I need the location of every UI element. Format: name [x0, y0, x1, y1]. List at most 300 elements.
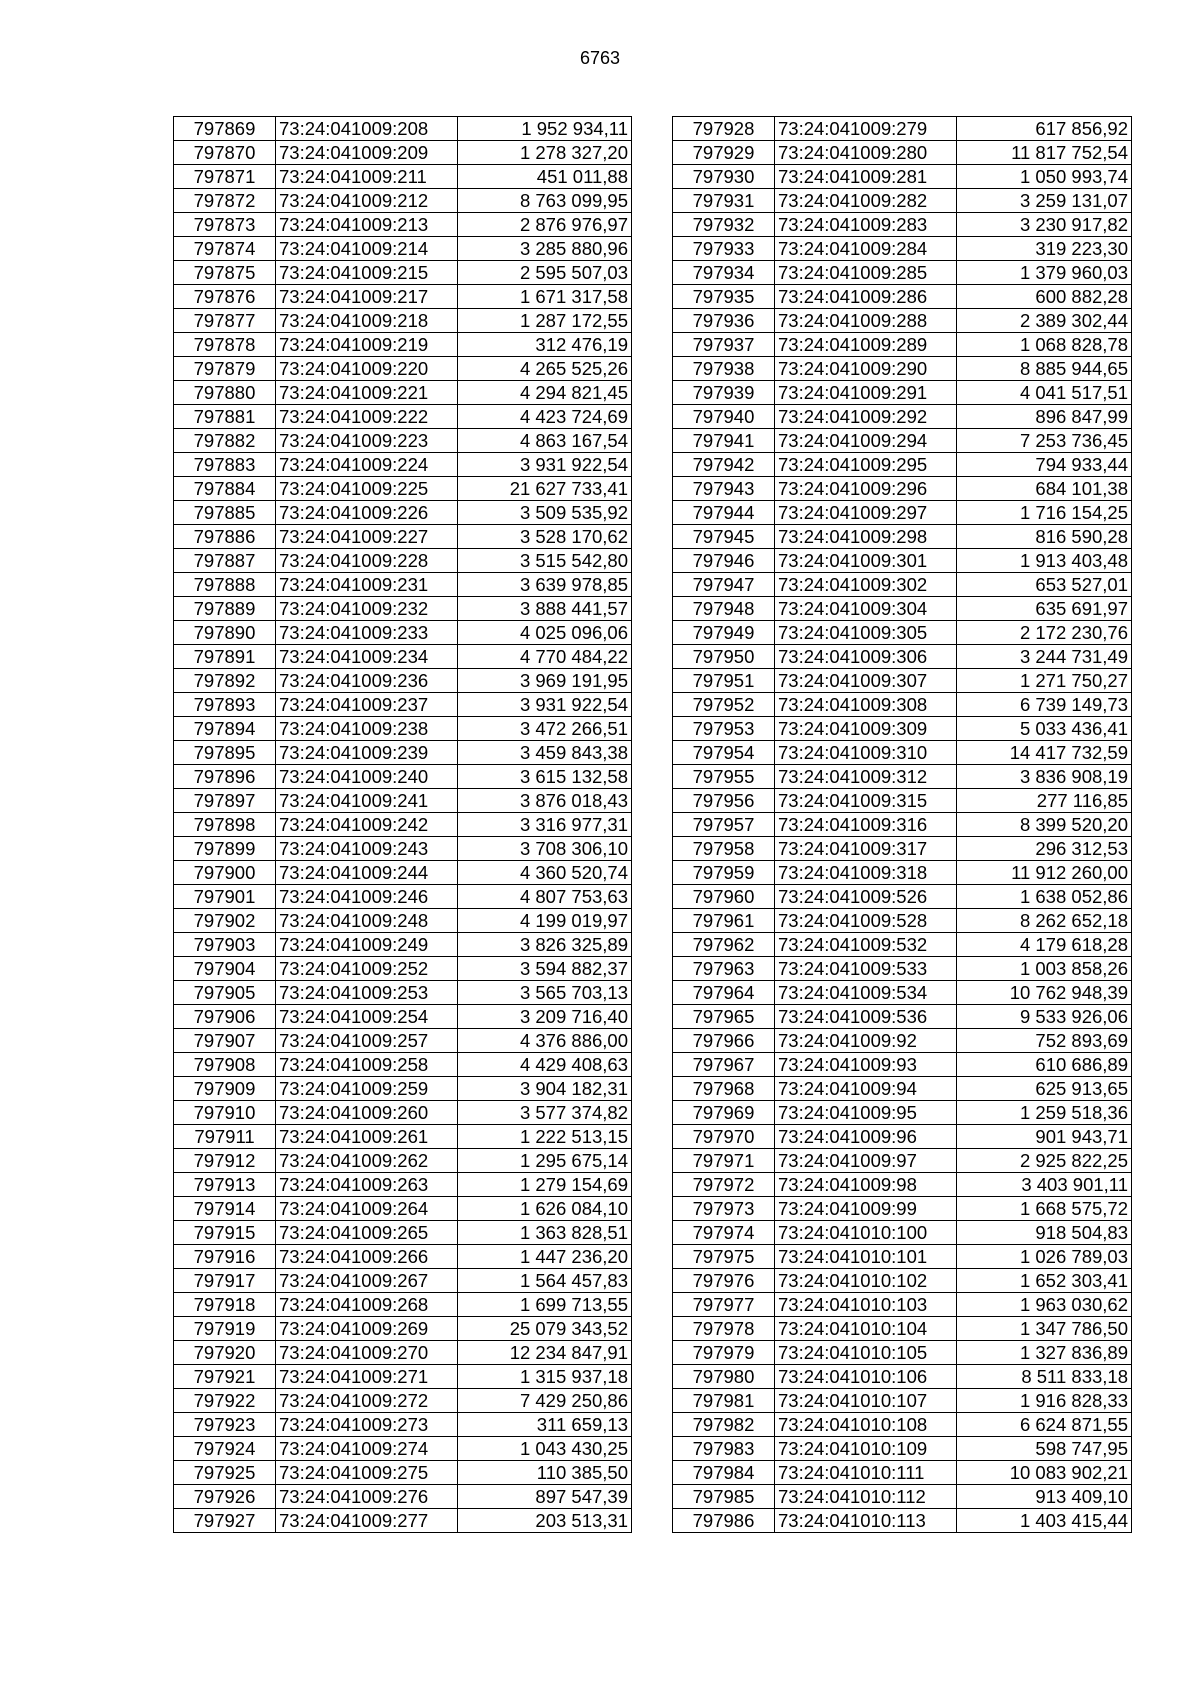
row-number-cell: 797887 [174, 549, 276, 573]
value-cell: 3 836 908,19 [957, 765, 1132, 789]
cadastral-number-cell: 73:24:041009:315 [775, 789, 957, 813]
table-row [174, 381, 632, 405]
row-number-cell: 797976 [673, 1269, 775, 1293]
page-number: 6763 [579, 48, 621, 68]
row-number-cell: 797979 [673, 1341, 775, 1365]
table-row [174, 741, 632, 765]
value-cell: 4 770 484,22 [458, 645, 632, 669]
cadastral-number-cell: 73:24:041009:310 [775, 741, 957, 765]
row-number-cell: 797883 [174, 453, 276, 477]
registry-table-right [672, 116, 1132, 1533]
cadastral-number-cell: 73:24:041009:280 [775, 141, 957, 165]
row-number-cell: 797985 [673, 1485, 775, 1509]
cadastral-number-cell: 73:24:041010:112 [775, 1485, 957, 1509]
table-row [673, 1245, 1132, 1269]
row-number-cell: 797885 [174, 501, 276, 525]
row-number-cell: 797916 [174, 1245, 276, 1269]
table-row [174, 1269, 632, 1293]
row-number-cell: 797984 [673, 1461, 775, 1485]
table-row [174, 1053, 632, 1077]
cadastral-number-cell: 73:24:041009:232 [276, 597, 458, 621]
row-number-cell: 797946 [673, 549, 775, 573]
value-cell: 1 295 675,14 [458, 1149, 632, 1173]
row-number-cell: 797894 [174, 717, 276, 741]
value-cell: 312 476,19 [458, 333, 632, 357]
cadastral-number-cell: 73:24:041009:528 [775, 909, 957, 933]
value-cell: 752 893,69 [957, 1029, 1132, 1053]
table-row [174, 885, 632, 909]
value-cell: 1 003 858,26 [957, 957, 1132, 981]
cadastral-number-cell: 73:24:041010:100 [775, 1221, 957, 1245]
value-cell: 11 817 752,54 [957, 141, 1132, 165]
table-row [673, 429, 1132, 453]
row-number-cell: 797947 [673, 573, 775, 597]
cadastral-number-cell: 73:24:041009:219 [276, 333, 458, 357]
table-row [174, 1437, 632, 1461]
value-cell: 4 025 096,06 [458, 621, 632, 645]
row-number-cell: 797918 [174, 1293, 276, 1317]
value-cell: 3 459 843,38 [458, 741, 632, 765]
table-row [174, 1245, 632, 1269]
cadastral-number-cell: 73:24:041009:264 [276, 1197, 458, 1221]
row-number-cell: 797958 [673, 837, 775, 861]
value-cell: 8 399 520,20 [957, 813, 1132, 837]
value-cell: 12 234 847,91 [458, 1341, 632, 1365]
value-cell: 3 316 977,31 [458, 813, 632, 837]
value-cell: 296 312,53 [957, 837, 1132, 861]
value-cell: 4 423 724,69 [458, 405, 632, 429]
table-row [673, 717, 1132, 741]
cadastral-number-cell: 73:24:041009:214 [276, 237, 458, 261]
row-number-cell: 797920 [174, 1341, 276, 1365]
cadastral-number-cell: 73:24:041009:97 [775, 1149, 957, 1173]
table-row [174, 405, 632, 429]
row-number-cell: 797932 [673, 213, 775, 237]
value-cell: 319 223,30 [957, 237, 1132, 261]
cadastral-number-cell: 73:24:041009:99 [775, 1197, 957, 1221]
cadastral-number-cell: 73:24:041009:234 [276, 645, 458, 669]
table-row [174, 1317, 632, 1341]
row-number-cell: 797962 [673, 933, 775, 957]
value-cell: 1 952 934,11 [458, 117, 632, 141]
table-row [673, 1053, 1132, 1077]
cadastral-number-cell: 73:24:041009:269 [276, 1317, 458, 1341]
cadastral-number-cell: 73:24:041009:285 [775, 261, 957, 285]
row-number-cell: 797869 [174, 117, 276, 141]
cadastral-number-cell: 73:24:041009:94 [775, 1077, 957, 1101]
cadastral-number-cell: 73:24:041009:316 [775, 813, 957, 837]
table-row [673, 1365, 1132, 1389]
cadastral-number-cell: 73:24:041009:286 [775, 285, 957, 309]
table-row [673, 597, 1132, 621]
table-row [673, 741, 1132, 765]
row-number-cell: 797880 [174, 381, 276, 405]
cadastral-number-cell: 73:24:041010:111 [775, 1461, 957, 1485]
value-cell: 897 547,39 [458, 1485, 632, 1509]
cadastral-number-cell: 73:24:041009:271 [276, 1365, 458, 1389]
value-cell: 3 515 542,80 [458, 549, 632, 573]
cadastral-number-cell: 73:24:041009:270 [276, 1341, 458, 1365]
value-cell: 9 533 926,06 [957, 1005, 1132, 1029]
value-cell: 10 762 948,39 [957, 981, 1132, 1005]
table-row [673, 309, 1132, 333]
row-number-cell: 797975 [673, 1245, 775, 1269]
table-row [673, 237, 1132, 261]
row-number-cell: 797969 [673, 1101, 775, 1125]
value-cell: 3 639 978,85 [458, 573, 632, 597]
value-cell: 1 963 030,62 [957, 1293, 1132, 1317]
row-number-cell: 797908 [174, 1053, 276, 1077]
cadastral-number-cell: 73:24:041009:273 [276, 1413, 458, 1437]
cadastral-number-cell: 73:24:041009:233 [276, 621, 458, 645]
value-cell: 7 429 250,86 [458, 1389, 632, 1413]
table-row [673, 1389, 1132, 1413]
value-cell: 3 876 018,43 [458, 789, 632, 813]
row-number-cell: 797923 [174, 1413, 276, 1437]
cadastral-number-cell: 73:24:041009:231 [276, 573, 458, 597]
value-cell: 918 504,83 [957, 1221, 1132, 1245]
cadastral-number-cell: 73:24:041009:254 [276, 1005, 458, 1029]
cadastral-number-cell: 73:24:041009:209 [276, 141, 458, 165]
cadastral-number-cell: 73:24:041009:237 [276, 693, 458, 717]
value-cell: 8 262 652,18 [957, 909, 1132, 933]
cadastral-number-cell: 73:24:041010:105 [775, 1341, 957, 1365]
table-row [174, 1389, 632, 1413]
cadastral-number-cell: 73:24:041009:288 [775, 309, 957, 333]
row-number-cell: 797974 [673, 1221, 775, 1245]
value-cell: 3 244 731,49 [957, 645, 1132, 669]
table-row [174, 453, 632, 477]
row-number-cell: 797943 [673, 477, 775, 501]
cadastral-number-cell: 73:24:041009:208 [276, 117, 458, 141]
cadastral-number-cell: 73:24:041009:298 [775, 525, 957, 549]
cadastral-number-cell: 73:24:041009:227 [276, 525, 458, 549]
table-row [673, 1029, 1132, 1053]
value-cell: 3 904 182,31 [458, 1077, 632, 1101]
registry-table-left-body [174, 117, 632, 1533]
row-number-cell: 797941 [673, 429, 775, 453]
table-row [174, 789, 632, 813]
table-row [673, 1125, 1132, 1149]
table-row [673, 837, 1132, 861]
cadastral-number-cell: 73:24:041009:292 [775, 405, 957, 429]
row-number-cell: 797982 [673, 1413, 775, 1437]
value-cell: 600 882,28 [957, 285, 1132, 309]
row-number-cell: 797886 [174, 525, 276, 549]
cadastral-number-cell: 73:24:041009:241 [276, 789, 458, 813]
value-cell: 8 885 944,65 [957, 357, 1132, 381]
table-row [174, 141, 632, 165]
cadastral-number-cell: 73:24:041009:290 [775, 357, 957, 381]
value-cell: 794 933,44 [957, 453, 1132, 477]
cadastral-number-cell: 73:24:041009:526 [775, 885, 957, 909]
row-number-cell: 797970 [673, 1125, 775, 1149]
row-number-cell: 797881 [174, 405, 276, 429]
value-cell: 2 876 976,97 [458, 213, 632, 237]
cadastral-number-cell: 73:24:041009:240 [276, 765, 458, 789]
table-row [174, 1365, 632, 1389]
table-row [673, 1269, 1132, 1293]
table-row [174, 333, 632, 357]
table-row [174, 1005, 632, 1029]
table-row [174, 645, 632, 669]
cadastral-number-cell: 73:24:041009:213 [276, 213, 458, 237]
table-row [174, 285, 632, 309]
cadastral-number-cell: 73:24:041009:223 [276, 429, 458, 453]
value-cell: 3 931 922,54 [458, 453, 632, 477]
table-row [174, 933, 632, 957]
row-number-cell: 797981 [673, 1389, 775, 1413]
row-number-cell: 797950 [673, 645, 775, 669]
value-cell: 3 209 716,40 [458, 1005, 632, 1029]
table-row [174, 1293, 632, 1317]
value-cell: 8 763 099,95 [458, 189, 632, 213]
row-number-cell: 797890 [174, 621, 276, 645]
row-number-cell: 797882 [174, 429, 276, 453]
table-row [673, 621, 1132, 645]
table-row [174, 501, 632, 525]
value-cell: 11 912 260,00 [957, 861, 1132, 885]
cadastral-number-cell: 73:24:041009:95 [775, 1101, 957, 1125]
cadastral-number-cell: 73:24:041009:258 [276, 1053, 458, 1077]
value-cell: 1 287 172,55 [458, 309, 632, 333]
table-row [673, 1413, 1132, 1437]
row-number-cell: 797911 [174, 1125, 276, 1149]
table-row [673, 957, 1132, 981]
row-number-cell: 797884 [174, 477, 276, 501]
value-cell: 1 916 828,33 [957, 1389, 1132, 1413]
cadastral-number-cell: 73:24:041009:283 [775, 213, 957, 237]
row-number-cell: 797928 [673, 117, 775, 141]
row-number-cell: 797889 [174, 597, 276, 621]
value-cell: 1 447 236,20 [458, 1245, 632, 1269]
table-row [673, 1317, 1132, 1341]
table-row [673, 909, 1132, 933]
cadastral-number-cell: 73:24:041009:309 [775, 717, 957, 741]
table-row [673, 981, 1132, 1005]
row-number-cell: 797968 [673, 1077, 775, 1101]
value-cell: 684 101,38 [957, 477, 1132, 501]
row-number-cell: 797872 [174, 189, 276, 213]
cadastral-number-cell: 73:24:041009:302 [775, 573, 957, 597]
cadastral-number-cell: 73:24:041009:248 [276, 909, 458, 933]
row-number-cell: 797897 [174, 789, 276, 813]
row-number-cell: 797977 [673, 1293, 775, 1317]
cadastral-number-cell: 73:24:041009:307 [775, 669, 957, 693]
table-row [673, 525, 1132, 549]
row-number-cell: 797953 [673, 717, 775, 741]
table-row [174, 1029, 632, 1053]
table-row [174, 861, 632, 885]
value-cell: 3 259 131,07 [957, 189, 1132, 213]
value-cell: 3 472 266,51 [458, 717, 632, 741]
table-row [673, 765, 1132, 789]
value-cell: 1 222 513,15 [458, 1125, 632, 1149]
row-number-cell: 797903 [174, 933, 276, 957]
cadastral-number-cell: 73:24:041009:534 [775, 981, 957, 1005]
table-row [174, 1413, 632, 1437]
cadastral-number-cell: 73:24:041009:274 [276, 1437, 458, 1461]
cadastral-number-cell: 73:24:041009:279 [775, 117, 957, 141]
row-number-cell: 797925 [174, 1461, 276, 1485]
value-cell: 8 511 833,18 [957, 1365, 1132, 1389]
table-row [174, 549, 632, 573]
table-row [673, 1077, 1132, 1101]
value-cell: 10 083 902,21 [957, 1461, 1132, 1485]
table-row [673, 1509, 1132, 1533]
cadastral-number-cell: 73:24:041009:238 [276, 717, 458, 741]
row-number-cell: 797899 [174, 837, 276, 861]
cadastral-number-cell: 73:24:041009:225 [276, 477, 458, 501]
cadastral-number-cell: 73:24:041009:242 [276, 813, 458, 837]
row-number-cell: 797986 [673, 1509, 775, 1533]
row-number-cell: 797907 [174, 1029, 276, 1053]
value-cell: 1 668 575,72 [957, 1197, 1132, 1221]
registry-table-left [173, 116, 632, 1533]
row-number-cell: 797876 [174, 285, 276, 309]
cadastral-number-cell: 73:24:041009:304 [775, 597, 957, 621]
row-number-cell: 797980 [673, 1365, 775, 1389]
table-row [174, 1221, 632, 1245]
cadastral-number-cell: 73:24:041009:253 [276, 981, 458, 1005]
table-row [174, 429, 632, 453]
value-cell: 1 271 750,27 [957, 669, 1132, 693]
cadastral-number-cell: 73:24:041010:103 [775, 1293, 957, 1317]
value-cell: 25 079 343,52 [458, 1317, 632, 1341]
value-cell: 1 315 937,18 [458, 1365, 632, 1389]
cadastral-number-cell: 73:24:041009:217 [276, 285, 458, 309]
row-number-cell: 797973 [673, 1197, 775, 1221]
table-row [174, 1101, 632, 1125]
row-number-cell: 797891 [174, 645, 276, 669]
value-cell: 1 652 303,41 [957, 1269, 1132, 1293]
table-row [174, 621, 632, 645]
table-row [673, 573, 1132, 597]
table-row [174, 909, 632, 933]
table-row [174, 957, 632, 981]
cadastral-number-cell: 73:24:041009:268 [276, 1293, 458, 1317]
row-number-cell: 797927 [174, 1509, 276, 1533]
value-cell: 14 417 732,59 [957, 741, 1132, 765]
cadastral-number-cell: 73:24:041009:218 [276, 309, 458, 333]
value-cell: 1 347 786,50 [957, 1317, 1132, 1341]
value-cell: 5 033 436,41 [957, 717, 1132, 741]
row-number-cell: 797901 [174, 885, 276, 909]
row-number-cell: 797900 [174, 861, 276, 885]
row-number-cell: 797873 [174, 213, 276, 237]
value-cell: 1 716 154,25 [957, 501, 1132, 525]
cadastral-number-cell: 73:24:041009:296 [775, 477, 957, 501]
row-number-cell: 797966 [673, 1029, 775, 1053]
row-number-cell: 797870 [174, 141, 276, 165]
row-number-cell: 797957 [673, 813, 775, 837]
table-row [174, 525, 632, 549]
table-row [673, 1341, 1132, 1365]
table-row [673, 357, 1132, 381]
row-number-cell: 797933 [673, 237, 775, 261]
table-row [174, 669, 632, 693]
table-row [174, 1485, 632, 1509]
cadastral-number-cell: 73:24:041009:260 [276, 1101, 458, 1125]
row-number-cell: 797972 [673, 1173, 775, 1197]
value-cell: 913 409,10 [957, 1485, 1132, 1509]
cadastral-number-cell: 73:24:041009:224 [276, 453, 458, 477]
value-cell: 3 565 703,13 [458, 981, 632, 1005]
cadastral-number-cell: 73:24:041009:284 [775, 237, 957, 261]
value-cell: 277 116,85 [957, 789, 1132, 813]
cadastral-number-cell: 73:24:041009:92 [775, 1029, 957, 1053]
row-number-cell: 797961 [673, 909, 775, 933]
row-number-cell: 797893 [174, 693, 276, 717]
cadastral-number-cell: 73:24:041009:96 [775, 1125, 957, 1149]
cadastral-number-cell: 73:24:041009:246 [276, 885, 458, 909]
table-row [673, 1149, 1132, 1173]
cadastral-number-cell: 73:24:041009:306 [775, 645, 957, 669]
value-cell: 896 847,99 [957, 405, 1132, 429]
cadastral-number-cell: 73:24:041009:222 [276, 405, 458, 429]
table-row [673, 285, 1132, 309]
row-number-cell: 797921 [174, 1365, 276, 1389]
table-row [174, 1173, 632, 1197]
table-row [673, 213, 1132, 237]
cadastral-number-cell: 73:24:041009:262 [276, 1149, 458, 1173]
cadastral-number-cell: 73:24:041009:282 [775, 189, 957, 213]
value-cell: 4 863 167,54 [458, 429, 632, 453]
row-number-cell: 797896 [174, 765, 276, 789]
table-row [174, 261, 632, 285]
cadastral-number-cell: 73:24:041010:106 [775, 1365, 957, 1389]
value-cell: 625 913,65 [957, 1077, 1132, 1101]
row-number-cell: 797956 [673, 789, 775, 813]
value-cell: 598 747,95 [957, 1437, 1132, 1461]
value-cell: 451 011,88 [458, 165, 632, 189]
cadastral-number-cell: 73:24:041009:228 [276, 549, 458, 573]
value-cell: 1 026 789,03 [957, 1245, 1132, 1269]
value-cell: 635 691,97 [957, 597, 1132, 621]
table-row [673, 117, 1132, 141]
table-row [673, 405, 1132, 429]
row-number-cell: 797971 [673, 1149, 775, 1173]
table-row [174, 981, 632, 1005]
cadastral-number-cell: 73:24:041009:243 [276, 837, 458, 861]
table-row [673, 1293, 1132, 1317]
cadastral-number-cell: 73:24:041009:249 [276, 933, 458, 957]
value-cell: 311 659,13 [458, 1413, 632, 1437]
table-row [673, 549, 1132, 573]
row-number-cell: 797934 [673, 261, 775, 285]
row-number-cell: 797942 [673, 453, 775, 477]
cadastral-number-cell: 73:24:041009:226 [276, 501, 458, 525]
value-cell: 4 179 618,28 [957, 933, 1132, 957]
value-cell: 21 627 733,41 [458, 477, 632, 501]
value-cell: 4 041 517,51 [957, 381, 1132, 405]
value-cell: 617 856,92 [957, 117, 1132, 141]
row-number-cell: 797888 [174, 573, 276, 597]
cadastral-number-cell: 73:24:041010:104 [775, 1317, 957, 1341]
table-row [174, 213, 632, 237]
row-number-cell: 797914 [174, 1197, 276, 1221]
table-row [174, 165, 632, 189]
row-number-cell: 797965 [673, 1005, 775, 1029]
value-cell: 3 403 901,11 [957, 1173, 1132, 1197]
table-row [673, 1221, 1132, 1245]
value-cell: 1 043 430,25 [458, 1437, 632, 1461]
value-cell: 3 594 882,37 [458, 957, 632, 981]
row-number-cell: 797909 [174, 1077, 276, 1101]
value-cell: 1 671 317,58 [458, 285, 632, 309]
cadastral-number-cell: 73:24:041010:109 [775, 1437, 957, 1461]
row-number-cell: 797871 [174, 165, 276, 189]
